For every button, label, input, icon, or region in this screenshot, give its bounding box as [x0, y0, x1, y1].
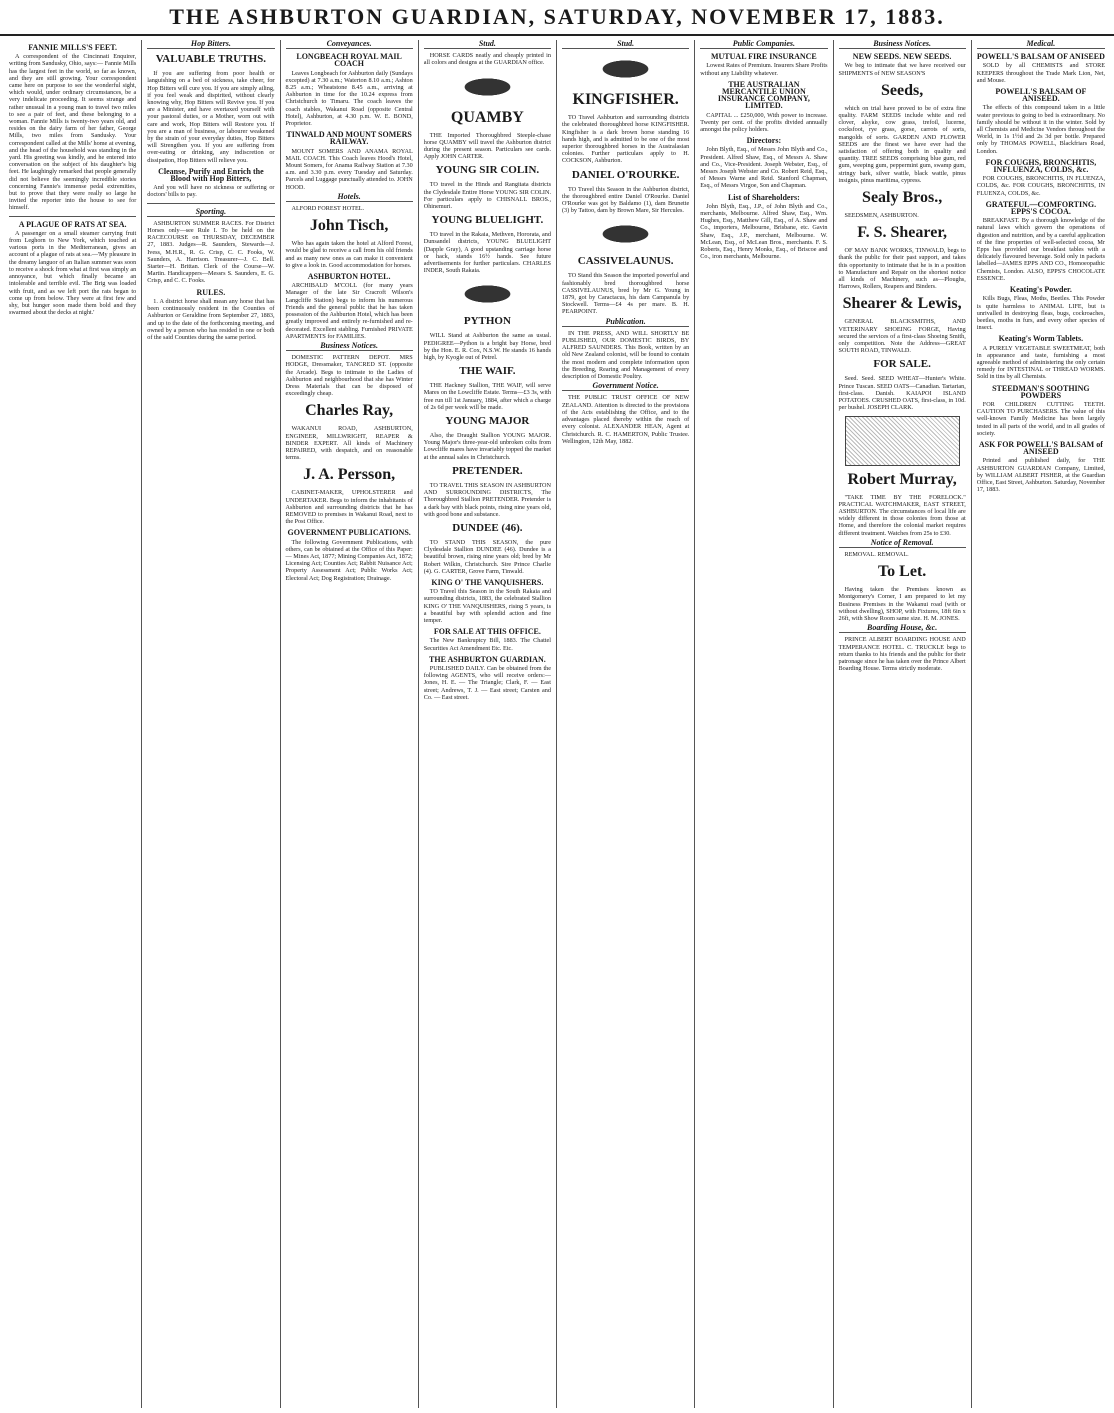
ad-text: "TAKE TIME BY THE FORELOCK." PRACTICAL WATCHMAKER, EAST STREET, ASHBURTON. The circumstances of local life are widely different in those colonies from those at Home, and therefore the colonial market requires different treatment. Watches from 25s to £30.	[838, 493, 966, 537]
ad-title: ASHBURTON HOTEL.	[307, 272, 391, 282]
clock-illustration-icon	[845, 416, 960, 466]
ad-text: ALFORD FOREST HOTEL.	[291, 205, 365, 213]
ad-text: TO Travel Ashburton and surrounding districts the celebrated thoroughbred horse KINGFISHER. Kingfisher is a dark brown horse standing 16 hands high, and is admitted to be one of the most superior thoroughbred horses in the Australasian colonies. Further particulars apply to H. COCKSON, Ashburton.	[562, 114, 690, 165]
ad-title: THE AUSTRALIAN MERCANTILE UNION INSURANCE COMPANY, LIMITED.	[717, 79, 810, 111]
ad-title: GOVERNMENT PUBLICATIONS.	[287, 528, 411, 538]
ad-text: SEEDSMEN, ASHBURTON.	[844, 212, 919, 220]
ad-text: OF MAY BANK WORKS, TINWALD, begs to thank the public for their past support, and takes this opportunity to intimate that he is in a position to Manufacture and Repair on the shortest notice all kinds of Machinery, such as—Ploughs, Harrows, Rollers, Reapers and Binders.	[838, 247, 966, 291]
ad-text: Printed and published daily, for THE ASHBURTON GUARDIAN Company, Limited, by WILLIAM ALBERT FISHER, at the Guardian Office, East Street, Ashburton. Saturday, November 17, 1883.	[976, 457, 1105, 494]
ad-text: A PURELY VEGETABLE SWEETMEAT, both in appearance and taste, furnishing a most agreeable method of administering the only certain remedy for INTESTINAL or THREAD WORMS. Sold in tins by all Chemists.	[976, 344, 1105, 381]
ad-text: TO Travel this Season in the Ashburton district, the thoroughbred entire Daniel O'Rourke. Daniel O'Rourke was got by Baldamo (1), dam Brunette (3) by Tattoo, dam by Brown Mare, Sir Hercules.	[562, 185, 690, 215]
ad-title: YOUNG BLUELIGHT.	[431, 214, 544, 227]
article-text: A correspondent of the Cincinnati Enquirer, writing from Sandusky, Ohio, says:— Fannie Mills has the largest feet in the world, so far as known, and they are still growing. Your correspondent came here on purpose to see the wonderful sight, which would, under ordinary circumstances, be a very indelicate proceeding. It seems strange and rather unusual in a young man to travel two miles to see a pair of feet, and these belonging to a woman. Fannie Mills is twenty-two years old, and resides on the dairy farm of her father, George Mills, two miles from Sandusky. Your correspondent called at the Mills' home at evening, and the head of the household was standing in the yard. His greeting was kindly, and he entered into conversation on the subject of his daughter's big feet. He laughingly remarked that people generally did not believe the seemingly incredible stories concerning Fannie's immense pedal extremities, but to prove that they were really so large he invited the reporter into the house to see for himself.	[9, 53, 137, 212]
column-heading: Business Notices.	[839, 40, 966, 49]
ad-text: TO travel in the Hinds and Rangitata districts the Clydesdale Entire Horse YOUNG SIR COLIN. For particulars apply to CHISNALL BROS., Ohinemuri.	[423, 181, 551, 211]
ad-title: Cleanse, Purify and Enrich the Blood with Hop Bitters,	[158, 166, 264, 184]
column-7	[834, 40, 972, 1408]
section-heading: Government Notice.	[562, 382, 689, 391]
ad-text: Kills Bugs, Fleas, Moths, Beetles. This Powder is quite harmless to ANIMAL LIFE, but is unrivalled in destroying fleas, bugs, cockroaches, beetles, moths in furs, and every other species of insect.	[976, 295, 1105, 332]
ad-title: Seeds,	[881, 81, 924, 99]
ad-text: We beg to intimate that we have received our SHIPMENTS of NEW SEASON'S	[838, 62, 966, 77]
newspaper-columns	[4, 40, 1110, 1408]
ad-text: GENERAL BLACKSMITHS, AND VETERINARY SHOEING FORGE, Having secured the services of a first-class Shoeing Smith, only competition. Note the Address—GREAT SOUTH ROAD, TINWALD.	[838, 318, 966, 355]
section-heading: Notice of Removal.	[839, 539, 966, 548]
ad-text: REMOVAL. REMOVAL.	[844, 550, 909, 558]
ad-title: DANIEL O'ROURKE.	[571, 168, 680, 181]
ad-text: PUBLISHED DAILY. Can be obtained from the following AGENTS, who will receive orders:— Jones, H. E. — The Triangle; Clark, F. — East street; Andrews, T. J. — East street; Carsten and Co. — East street.	[423, 664, 551, 701]
ad-title: ASK FOR POWELL'S BALSAM of ANISEED	[978, 439, 1103, 457]
column-5	[557, 40, 695, 1408]
ad-text: And you will have no sickness or suffering or doctors' bills to pay.	[147, 184, 275, 199]
column-3	[281, 40, 419, 1408]
ad-title: VALUABLE TRUTHS.	[155, 53, 266, 66]
column-heading: Medical.	[977, 40, 1105, 49]
ad-text: TO Stand this Season the imported powerful and fashionably bred thoroughbred horse CASSIVELAUNUS, bred by Mr G. Young in 1879, got by Caractacus, his dam Campanula by Stockwell. Terms—£4 4s per mare. B. H. PEARPOINT.	[562, 272, 690, 316]
ad-text: CABINET-MAKER, UPHOLSTERER and UNDERTAKER. Begs to inform the inhabitants of Ashburton and surrounding districts that he has REMOVED to premises in Wakanui Road, next to the Post Office.	[285, 489, 413, 526]
ad-text: TO Travel this Season in the South Rakaia and surrounding districts, 1883, the celebrated Stallion KING O' THE VANQUISHERS, rising 5 years, is a beautiful bay with splendid action and fine temper.	[423, 588, 551, 624]
ad-text: which on trial have proved to be of extra fine quality. FARM SEEDS include white and red clover, alsyke, cow grass, trefoil, lucerne, cocksfoot, rye grass, gorse, carrots of sorts, mangolds of sorts. GARDEN AND FLOWER SEEDS are the finest we have ever had the satisfaction of offering both in quality and quantity. TREE SEEDS comprising blue gum, red gum, weeping gum, peppermint gum, swamp gum, stringy bark, silver wattle, black wattle, pinus insignis, pinus maritima, cypress.	[838, 104, 966, 184]
ad-text: HORSE CARDS neatly and cheaply printed in all colors and designs at the GUARDIAN office.	[423, 52, 551, 67]
column-6	[695, 40, 833, 1408]
ad-title: To Let.	[877, 563, 927, 581]
ad-title: THE ASHBURTON GUARDIAN.	[429, 654, 546, 664]
ad-title: LONGBEACH ROYAL MAIL COACH	[296, 52, 402, 69]
ad-title: MUTUAL FIRE INSURANCE	[710, 52, 817, 62]
ad-title: Sealy Bros.,	[862, 189, 943, 207]
ad-title: NEW SEEDS. NEW SEEDS.	[852, 52, 952, 62]
ad-text: The effects of this compound taken in a little water previous to going to bed is extraordinary. No family should be without it in the winter. Sold by all Chemists and Medicine Vendors throughout the World, in 1s 1½d and 2s 3d per bottle. Prepared only by THOMAS POWELL, Blackfriars Road, London.	[976, 104, 1105, 155]
ad-title: Keating's Powder.	[1009, 285, 1072, 295]
ad-text: Seed. Seed. SEED WHEAT—Hunter's White. Prince Tuscan. SEED OATS—Canadian. Tartarian, first-class. Danish. KAIAPOI ISLAND POTATOES. CRUSHED OATS, first-class, in 10d. per bushel. JOSEPH CLARK.	[838, 375, 966, 412]
ad-text: TO travel in the Rakaia, Methven, Hororata, and Dunsandel districts, YOUNG BLUELIGHT (Dapple Gray), A good upstanding carriage horse or hack, stands 16½ hands. See future advertisements for further particulars. CHARLES INDER, South Rakaia.	[423, 231, 551, 275]
ad-title: John Tisch,	[309, 217, 389, 235]
ad-text: John Blyth, Esq., of Messrs John Blyth and Co., President. Alfred Shaw, Esq., of Messrs A. Shaw and Co., Vice-President. Joseph Webster, Esq., of Messrs Joseph Webster and Co. Robert Reid, Esq., of Messrs Warne and Reid. Stanford Chapman, Esq., of Messrs Virgoe, Son and Chapman.	[700, 146, 828, 190]
horse-illustration-icon	[442, 70, 533, 104]
ad-title: KINGFISHER.	[572, 91, 679, 109]
article-text: A passenger on a small steamer carrying fruit from Leghorn to New York, which touched at various ports in the Mediterranean, gives an account of a plague of rats at sea.—'My pleasure in the dreamy languor of an Italian summer was soon to receive a shock from what at first was simply an annoyance, but which finally became an intolerable and terrible evil. The Brig was loaded with fruit, and as we left port the rats began to come up from below. They were at first few and shy, but hunger soon made them bold and they swarmed about the decks at night.'	[9, 229, 137, 317]
ad-title: J. A. Persson,	[303, 466, 396, 484]
ad-title: DUNDEE (46).	[452, 521, 523, 534]
ad-text: TO STAND THIS SEASON, the pure Clydesdale Stallion DUNDEE (46). Dundee is a beautiful brown, rising nine years old; bred by Mr Robert Wilkin, Christchurch. Sire Prince Charlie (4). G. CARTER, Grove Farm, Tinwald.	[423, 538, 551, 575]
ad-title: CASSIVELAUNUS.	[577, 255, 674, 268]
column-heading: Stud.	[562, 40, 689, 49]
ad-text: WILL Stand at Ashburton the same as usual. PEDIGREE—Python is a bright bay Horse, bred by the Hon. E. R. Cox, N.S.W. He stands 16 hands high, by Kyogle out of Petrel.	[423, 332, 551, 362]
ad-text: THE PUBLIC TRUST OFFICE OF NEW ZEALAND. Attention is directed to the provisions of the Acts establishing the Office, and to the advantages placed thereby within the reach of every colonist. ALEXANDER HEAN, Agent at Christchurch. R. C. HAMERTON, Public Trustee. Wellington, 12th May, 1882.	[562, 394, 690, 445]
ad-title: POWELL'S BALSAM OF ANISEED.	[995, 87, 1087, 104]
ad-text: DOMESTIC PATTERN DEPOT. MRS HODGE, Dressmaker, TANCRED ST. (opposite the Arcade). Begs to intimate to the Ladies of Ashburton and neighbourhood that she has Winter Dress Materials that can be disposed of exceedingly cheap.	[285, 354, 413, 398]
ad-text: ARCHIBALD M'COLL (for many years Manager of the late Sir Cracroft Wilson's Langcliffe Station) begs to inform his numerous Friends and the general public that he has taken possession of the Ashburton Hotel, which has been greatly improved and entirely re-furnished and re-decorated. Excellent stabling. Furnished PRIVATE APARTMENTS for FAMILIES.	[285, 282, 413, 340]
ad-text: Also, the Draught Stallion YOUNG MAJOR. Young Major's three-year-old unbroken colts from Lowcliffe mares have invariably topped the market at the annual sales in Christchurch.	[423, 432, 551, 461]
ad-title: YOUNG SIR COLIN.	[435, 164, 540, 177]
ad-title: TINWALD AND MOUNT SOMERS RAILWAY.	[286, 130, 412, 147]
ad-title: FOR COUGHS, BRONCHITIS, INFLUENZA, COLDS, &c.	[985, 157, 1097, 175]
ad-title: QUAMBY	[450, 108, 524, 126]
ad-text: WAKANUI ROAD, ASHBURTON, ENGINEER, MILLWRIGHT, REAPER & BINDER EXPERT. All kinds of Machinery REPAIRED, with despatch, and on reasonable terms.	[285, 425, 413, 462]
ad-text: CAPITAL ... £250,000, With power to increase. Twenty per cent. of the profits divided annually amongst the policy holders.	[700, 111, 828, 134]
ad-title: YOUNG MAJOR	[445, 415, 530, 428]
ad-title: F. S. Shearer,	[857, 224, 947, 242]
column-heading: Public Companies.	[700, 40, 827, 49]
ad-title: GRATEFUL—COMFORTING. EPPS'S COCOA.	[985, 199, 1097, 217]
ad-text: THE Imported Thoroughbred Steeple-chase horse QUAMBY will travel the Ashburton district during the present season. Particulars see cards. Apply JOHN CARTER.	[423, 131, 551, 161]
section-heading: Business Notices.	[286, 342, 413, 351]
ad-text: FOR COUGHS, BRONCHITIS, IN FLUENZA, COLDS, &c. FOR COUGHS, BRONCHITIS, IN FLUENZA, COLDS, &c.	[976, 175, 1105, 197]
masthead	[0, 0, 1114, 36]
ad-title: Charles Ray,	[305, 402, 394, 420]
ad-text: The New Bankruptcy Bill, 1883. The Chattel Securities Act Amendment Etc. Etc.	[423, 637, 551, 652]
article-title: A PLAGUE OF RATS AT SEA.	[18, 219, 127, 229]
ad-title: List of Shareholders:	[727, 192, 800, 202]
ad-title: Keating's Worm Tablets.	[998, 334, 1084, 344]
ad-title: THE WAIF.	[459, 365, 516, 378]
ad-text: FOR CHILDREN CUTTING TEETH. CAUTION TO PURCHASERS. The value of this well-known Family Medicine has been largely tested in all parts of the world, and in all grades of society.	[976, 400, 1105, 437]
ad-title: RULES.	[196, 287, 226, 297]
horse-illustration-icon	[442, 277, 533, 311]
ad-text: John Blyth, Esq., J.P., of John Blyth and Co., merchants, Melbourne. Alfred Shaw, Esq., Wm. Hughes, Esq., Matthew Gill, Esq., of A. Shaw and Co., importers, Melbourne, Brisbane, etc. Gavin Shaw, Esq., J.P., merchant, Melbourne. W. McLean, Esq., of McLean Bros., merchants. F. S. Roberts, Esq., Henry Monks, Esq., of Briscoe and Co., iron merchants, Melbourne.	[700, 202, 828, 261]
section-heading: Sporting.	[147, 208, 274, 217]
column-4	[419, 40, 557, 1408]
ad-title: POWELL'S BALSAM OF ANISEED	[976, 52, 1105, 62]
ad-text: If you are suffering from poor health or languishing on a bed of sickness, take cheer, for Hop Bitters will cure you. If you are simply ailing, if you feel weak and dispirited, without clearly knowing why, Hop Bitters will Revive you. If you are a Minister, and have overtaxed yourself with your pastoral duties, or a Mother, worn out with care and work, Hop Bitters will Restore you. If you are a man of business, or labourer weakened by the strain of your everyday duties, Hop Bitters will Strengthen you. If you are suffering from over-eating or drinking, any indiscretion or dissipation, Hop Bitters will relieve you.	[147, 70, 275, 164]
column-heading: Stud.	[424, 40, 551, 49]
column-heading: Hop Bitters.	[147, 40, 274, 49]
ad-text: 1. A district horse shall mean any horse that has been continuously resident in the Counties of Ashburton or Geraldine from September 27, 1883, and up to the date of the forthcoming meeting, and owned by a person who has resided in one or both of the said Counties during the same period.	[147, 297, 275, 341]
newspaper-title: THE ASHBURTON GUARDIAN, SATURDAY, NOVEMBER 17, 1883.	[169, 4, 945, 29]
ad-title: KING O' THE VANQUISHERS.	[431, 577, 544, 587]
ad-title: FOR SALE.	[873, 358, 931, 371]
column-1	[4, 40, 142, 1408]
column-2	[142, 40, 280, 1408]
article-title: FANNIE MILLS'S FEET.	[28, 43, 118, 52]
ad-text: Lowest Rates of Premium. Insurers Share Profits without any Liability whatever.	[700, 62, 828, 77]
ad-title: Robert Murray,	[847, 470, 957, 488]
ad-text: MOUNT SOMERS AND ANAMA ROYAL MAIL COACH. This Coach leaves Hood's Hotel, Mount Somers, for Anama Railway Station at 7.30 a.m. and 3.30 p.m. every Tuesday and Saturday. Parcels and Luggage punctually attended to. JOHN HOOD.	[285, 147, 413, 191]
column-heading: Conveyances.	[286, 40, 413, 49]
horse-illustration-icon	[580, 52, 671, 86]
ad-text: Who has again taken the hotel at Alford Forest, would be glad to receive a call from his old friends and as many new ones as can make it convenient to give a look in. Good accommodation for horses.	[285, 240, 413, 269]
horse-illustration-icon	[580, 217, 671, 251]
ad-text: Leaves Longbeach for Ashburton daily (Sundays excepted) at 7.30 a.m.; Waterton 8.10 a.m.; Ashton 8.25 a.m.; Wheatstone 8.45 a.m., arriving at Ashburton in time for the 10.24 express from Christchurch to Timaru. The coach leaves the coach stables, Wakanui Road (opposite Central Hotel), Ashburton, at 4.30 p.m. W. E. BOND, Proprietor.	[285, 69, 413, 128]
column-8	[972, 40, 1110, 1408]
ad-title: PYTHON	[463, 315, 511, 328]
ad-title: PRETENDER.	[452, 464, 523, 477]
section-heading: Hotels.	[286, 193, 413, 202]
section-heading: Boarding House, &c.	[839, 624, 966, 633]
ad-text: THE Hackney Stallion, THE WAIF, will serve Mares on the Lowcliffe Estate. Terms—£3 3s, with free run till 1st January, 1884, after which a charge of 2s 6d per week will be made.	[423, 382, 551, 411]
ad-text: IN THE PRESS, AND WILL SHORTLY BE PUBLISHED, OUR DOMESTIC BIRDS, BY ALFRED SAUNDERS. This Book, written by an old New Zealand colonist, will be found to contain the most modern and complete information upon the Breeding, Rearing and Management of every description of Domestic Poultry.	[562, 329, 690, 381]
ad-text: Having taken the Premises known as Montgomery's Corner, I am prepared to let my Business Premises in the Wakanui road (with or without dwelling), SHOP, with Fixtures, 18ft 6in x 26ft, with Show Room same size. H. M. JONES.	[838, 586, 966, 622]
ad-title: FOR SALE AT THIS OFFICE.	[433, 627, 541, 637]
ad-text: SOLD by all CHEMISTS and STORE KEEPERS throughout the Trade Mark Lion, Net, and Mouse.	[976, 62, 1105, 84]
ad-text: ASHBURTON SUMMER RACES. For District Horses only—see Rule I. To be held on the RACECOURSE on THURSDAY, DECEMBER 27, 1883. Judges—R. Saunders, Stewards—J. Ivess, M.H.R., R. G. Crisp, C. C. Fooks, W. Saunders, A. Harrison. Treasurer—J. C. Bell. Starter—H. Brittan. Clerk of the Course—W. Martin. Handicappers—Messrs S. Saunders, E. G. Crisp, and C. C. Fooks.	[147, 219, 275, 285]
ad-title: Shearer & Lewis,	[842, 295, 962, 313]
ad-text: PRINCE ALBERT BOARDING HOUSE AND TEMPERANCE HOTEL. C. TRUCKLE begs to return thanks to his friends and the public for their patronage since he has taken over the Prince Albert Boarding House. Terms strictly moderate.	[838, 636, 966, 673]
section-heading: Publication.	[562, 318, 689, 327]
ad-title: STEEDMAN'S SOOTHING POWDERS	[992, 383, 1090, 400]
ad-title: Directors:	[746, 136, 782, 146]
ad-text: The following Government Publications, with others, can be obtained at the Office of this Paper:— Mines Act, 1877; Mining Companies Act, 1872; Licensing Act; Counties Act; Rabbit Nuisance Act; Property Assessment Act; Public Works Act; Electoral Act; Dog Registration; Drainage.	[285, 538, 413, 582]
ad-text: BREAKFAST. By a thorough knowledge of the natural laws which govern the operations of digestion and nutrition, and by a careful application of the fine properties of well-selected cocoa, Mr Epps has provided our breakfast tables with a delicately flavoured beverage. Sold only in packets labelled—JAMES EPPS AND CO., Homoeopathic Chemists, London. ALSO, EPPS'S CHOCOLATE ESSENCE.	[976, 217, 1105, 282]
ad-text: TO TRAVEL THIS SEASON IN ASHBURTON AND SURROUNDING DISTRICTS, The Thoroughbred Stallion PRETENDER. Pretender is a dark bay with black points, rising nine years old, with good bone and substance.	[423, 481, 551, 518]
